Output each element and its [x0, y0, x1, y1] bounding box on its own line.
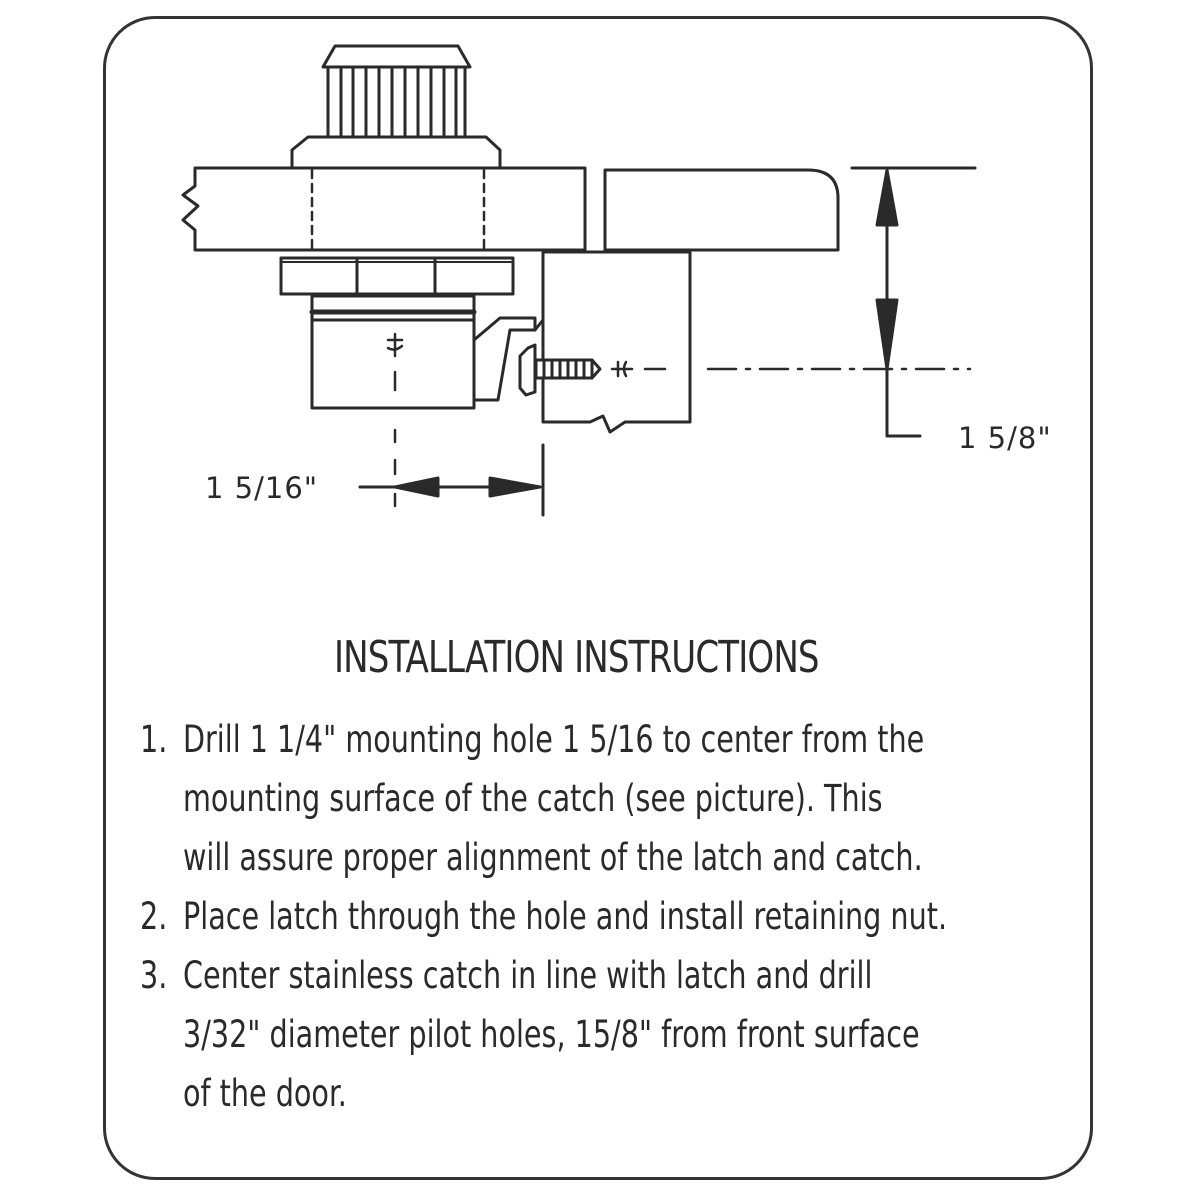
- dimension-label-vertical: 1 5/8": [958, 421, 1052, 455]
- instruction-steps: [140, 710, 1052, 1123]
- instruction-step: [140, 887, 1052, 946]
- step-number: 2.: [140, 895, 168, 938]
- step-text-line: mounting surface of the catch (see picture). This: [183, 777, 883, 820]
- step-text-line: Center stainless catch in line with latch and drill: [183, 954, 873, 997]
- catch-bracket: [535, 252, 690, 432]
- step-number: 3.: [140, 954, 168, 997]
- step-number: 1.: [140, 718, 168, 761]
- step-text-line: 3/32" diameter pilot holes, 15/8" from front surface: [183, 1013, 920, 1056]
- step-text-line: Drill 1 1/4" mounting hole 1 5/16 to center from the: [183, 718, 925, 761]
- dimension-label-horizontal: 1 5/16": [205, 471, 319, 505]
- instruction-step: [140, 710, 1052, 887]
- door-panel-left: [183, 168, 585, 250]
- door-panel-right: [605, 170, 838, 250]
- latch-knob: [292, 46, 500, 168]
- retaining-nut: [281, 258, 513, 294]
- instruction-step: [140, 946, 1052, 1123]
- step-text-line: of the door.: [183, 1072, 347, 1115]
- latch-body: [312, 296, 535, 408]
- instructions-heading: INSTALLATION INSTRUCTIONS: [334, 632, 819, 683]
- step-text-line: will assure proper alignment of the latch and catch.: [183, 836, 923, 879]
- vertical-dimension-arrow: [852, 168, 975, 436]
- horizontal-dimension-arrow: [360, 445, 543, 515]
- step-text-line: Place latch through the hole and install retaining nut.: [183, 895, 948, 938]
